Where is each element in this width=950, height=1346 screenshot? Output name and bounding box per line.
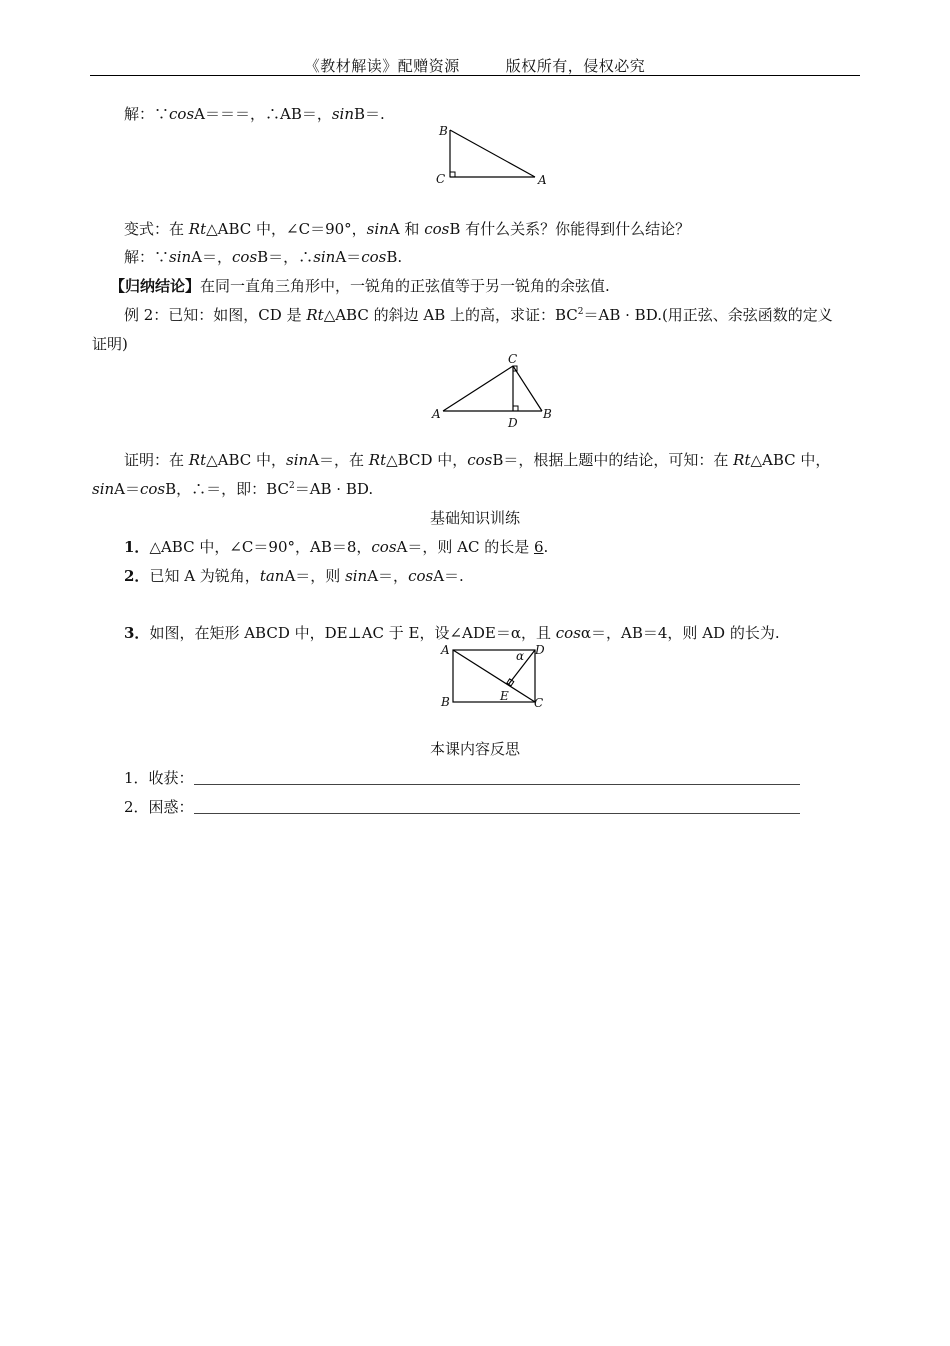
- header-left: 《教材解读》配赠资源: [304, 57, 460, 75]
- header-right: 版权所有，侵权必究: [505, 57, 646, 75]
- question-1: 1．△ABC 中，∠C＝90°，AB＝8，cosA＝，则 AC 的长是 6.: [124, 538, 549, 556]
- fig2-label-C: C: [508, 352, 518, 366]
- example-2-line2: 证明): [92, 335, 128, 353]
- question-3: 3．如图，在矩形 ABCD 中，DE⊥AC 于 E，设∠ADE＝α，且 cosα＝，AB＝4，则 AD 的长为.: [124, 624, 780, 642]
- fig3-label-A: A: [441, 643, 450, 657]
- fig1-label-B: B: [439, 124, 448, 138]
- figure-rectangle-abcd: [435, 640, 555, 715]
- example-2: 例 2：已知：如图，CD 是 Rt△ABC 的斜边 AB 上的高，求证：$BC^2=AB \cdot BD$.(用正弦、余弦函数的定义: [124, 306, 833, 324]
- gain-line[interactable]: [194, 770, 800, 785]
- fig3-label-C: C: [534, 696, 544, 710]
- conclusion: 【归纳结论】在同一直角三角形中，一锐角的正弦值等于另一锐角的余弦值.: [110, 277, 610, 295]
- solution-2: 解：∵sinA＝，cosB＝，∴sinA＝cosB.: [124, 248, 403, 266]
- answer-q1: 6: [533, 538, 544, 556]
- figure-altitude-triangle: [430, 352, 560, 432]
- question-2: 2．已知 A 为锐角，tanA＝，则 sinA＝，cosA＝.: [124, 567, 464, 585]
- training-title: 基础知识训练: [429, 509, 520, 527]
- reflection-doubt: 2．困惑：: [124, 796, 800, 817]
- fig2-label-A: A: [432, 407, 441, 421]
- solution-1: 解：∵cosA＝＝＝，∴AB＝，sinB＝.: [124, 105, 385, 123]
- conclusion-tag: 【归纳结论】: [110, 277, 201, 295]
- reflection-title: 本课内容反思: [429, 740, 520, 758]
- figure-right-triangle-1: [430, 120, 560, 190]
- fig3-label-B: B: [441, 695, 450, 709]
- fig2-label-B: B: [543, 407, 552, 421]
- page-header: [90, 55, 860, 75]
- proof-line1: 证明：在 Rt△ABC 中，sinA＝，在 Rt△BCD 中，cosB＝，根据上题中的结论，可知：在 Rt△ABC 中，: [124, 451, 831, 469]
- proof-line2: sinA＝cosB，∴＝，即：$BC^2=AB$ · BD.: [92, 480, 374, 498]
- fig1-label-A: A: [538, 173, 547, 187]
- fig3-label-D: D: [535, 643, 545, 657]
- fig3-label-alpha: α: [516, 649, 525, 663]
- doubt-line[interactable]: [194, 799, 800, 814]
- fig1-label-C: C: [436, 172, 446, 186]
- variant-question: 变式：在 Rt△ABC 中，∠C＝90°，sinA 和 cosB 有什么关系？你能得到什么结论？: [124, 220, 691, 238]
- reflection-gain: 1．收获：: [124, 767, 800, 788]
- fig2-label-D: D: [508, 416, 518, 430]
- fig3-label-E: E: [500, 689, 509, 703]
- header-rule: [90, 75, 860, 76]
